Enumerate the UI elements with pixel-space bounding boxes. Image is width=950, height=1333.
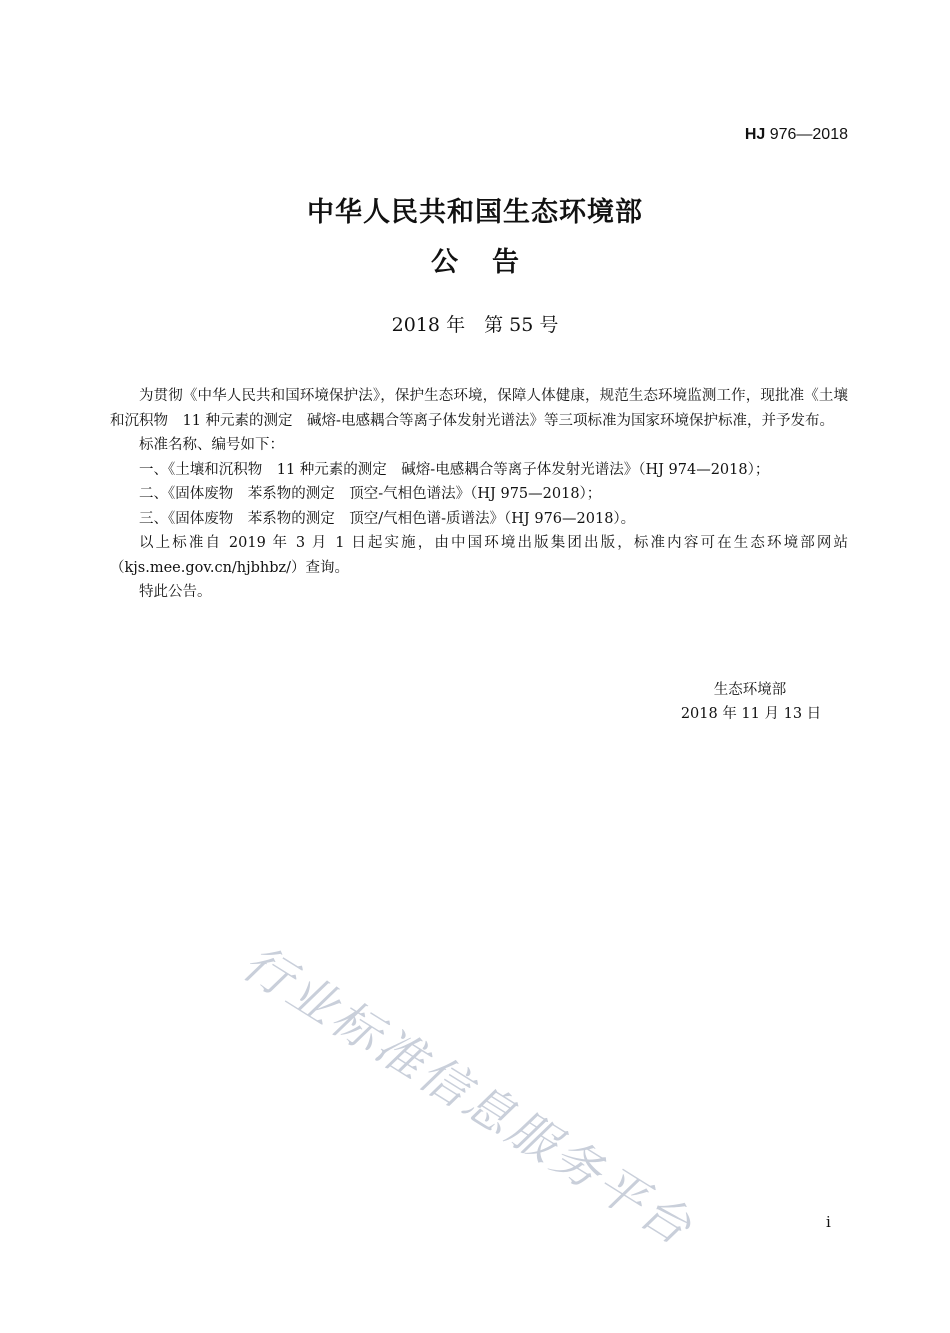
list-item: 三、《固体废物 苯系物的测定 顶空/气相色谱-质谱法》（HJ 976—2018）。 bbox=[139, 510, 636, 527]
signature-organization: 生态环境部 bbox=[713, 682, 787, 698]
standard-code bbox=[745, 126, 848, 144]
list-heading: 标准名称、编号如下： bbox=[139, 437, 284, 453]
announcement-body bbox=[110, 384, 848, 605]
page-number: i bbox=[826, 1213, 831, 1231]
issue-number: 2018 年 第 55 号 bbox=[391, 314, 559, 336]
signature-date: 2018 年 11 月 13 日 bbox=[680, 706, 822, 722]
standard-code-number: 976—2018 bbox=[765, 126, 848, 143]
intro-paragraph: 为贯彻《中华人民共和国环境保护法》，保护生态环境，保障人体健康，规范生态环境监测工作，现批准《土壤和沉积物 11 种元素的测定 碱熔-电感耦合等离子体发射光谱法》等三项标准为国家环境保护标准，并予发布。 bbox=[110, 388, 848, 429]
list-item: 二、《固体废物 苯系物的测定 顶空-气相色谱法》（HJ 975—2018）； bbox=[139, 486, 602, 502]
implementation-paragraph: 以上标准自 2019 年 3 月 1 日起实施，由中国环境出版集团出版，标准内容可在生态环境部网站（kjs.mee.gov.cn/hjbhbz/）查询。 bbox=[110, 535, 848, 576]
watermark: 行业标准信息服务平台 bbox=[232, 934, 704, 1258]
standard-code-prefix: HJ bbox=[744, 126, 766, 143]
issuing-organization: 中华人民共和国生态环境部 bbox=[307, 197, 643, 228]
list-item: 一、《土壤和沉积物 11 种元素的测定 碱熔-电感耦合等离子体发射光谱法》（HJ 974—2018）； bbox=[139, 461, 770, 478]
document-title: 公告 bbox=[431, 247, 553, 278]
closing-paragraph: 特此公告。 bbox=[139, 584, 212, 600]
